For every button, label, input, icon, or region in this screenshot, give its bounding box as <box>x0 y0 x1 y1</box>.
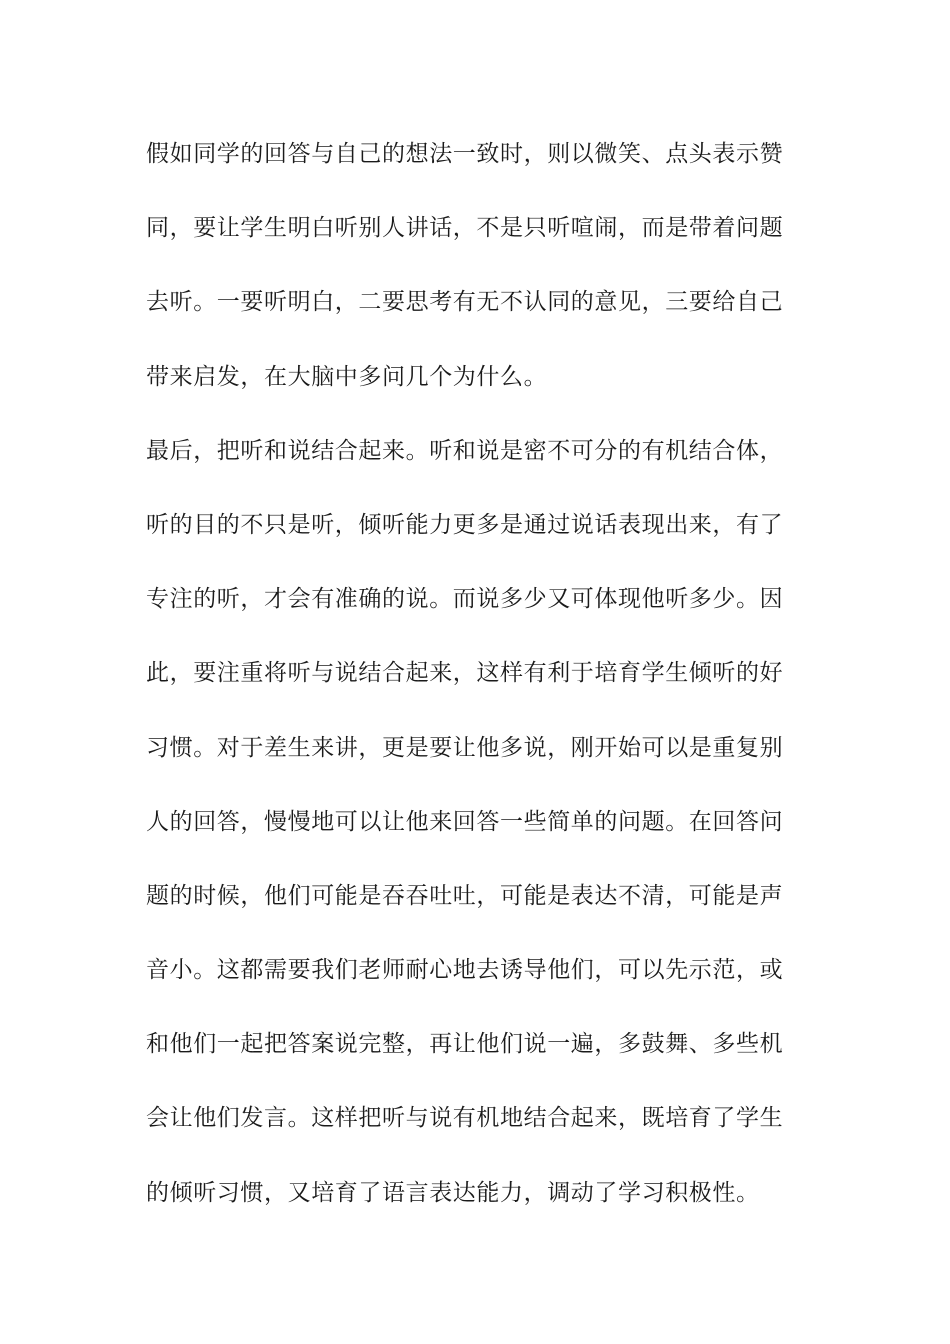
text-line: 带来启发，在大脑中多问几个为什么。 <box>146 363 548 390</box>
text-line: 习惯。对于差生来讲，更是要让他多说，刚开始可以是重复别 <box>146 734 784 761</box>
text-line: 音小。这都需要我们老师耐心地去诱导他们，可以先示范，或 <box>146 957 784 984</box>
text-line: 题的时候，他们可能是吞吞吐吐，可能是表达不清，可能是声 <box>146 882 784 909</box>
text-line: 听的目的不只是听，倾听能力更多是通过说话表现出来，有了 <box>146 511 784 538</box>
body-text <box>146 130 806 1243</box>
text-line: 的倾听习惯，又培育了语言表达能力，调动了学习积极性。 <box>146 1179 760 1206</box>
text-line: 去听。一要听明白，二要思考有无不认同的意见，三要给自己 <box>146 289 784 316</box>
text-line: 假如同学的回答与自己的想法一致时，则以微笑、点头表示赞 <box>146 141 784 167</box>
text-line: 此，要注重将听与说结合起来，这样有利于培育学生倾听的好 <box>146 660 784 687</box>
text-line: 和他们一起把答案说完整，再让他们说一遍，多鼓舞、多些机 <box>146 1031 784 1058</box>
text-line: 专注的听，才会有准确的说。而说多少又可体现他听多少。因 <box>146 586 784 613</box>
text-line: 人的回答，慢慢地可以让他来回答一些简单的问题。在回答问 <box>146 808 784 835</box>
text-line: 同，要让学生明白听别人讲话，不是只听喧闹，而是带着问题 <box>146 215 784 242</box>
text-line: 最后，把听和说结合起来。听和说是密不可分的有机结合体， <box>146 437 784 464</box>
text-line: 会让他们发言。这样把听与说有机地结合起来，既培育了学生 <box>146 1105 784 1132</box>
